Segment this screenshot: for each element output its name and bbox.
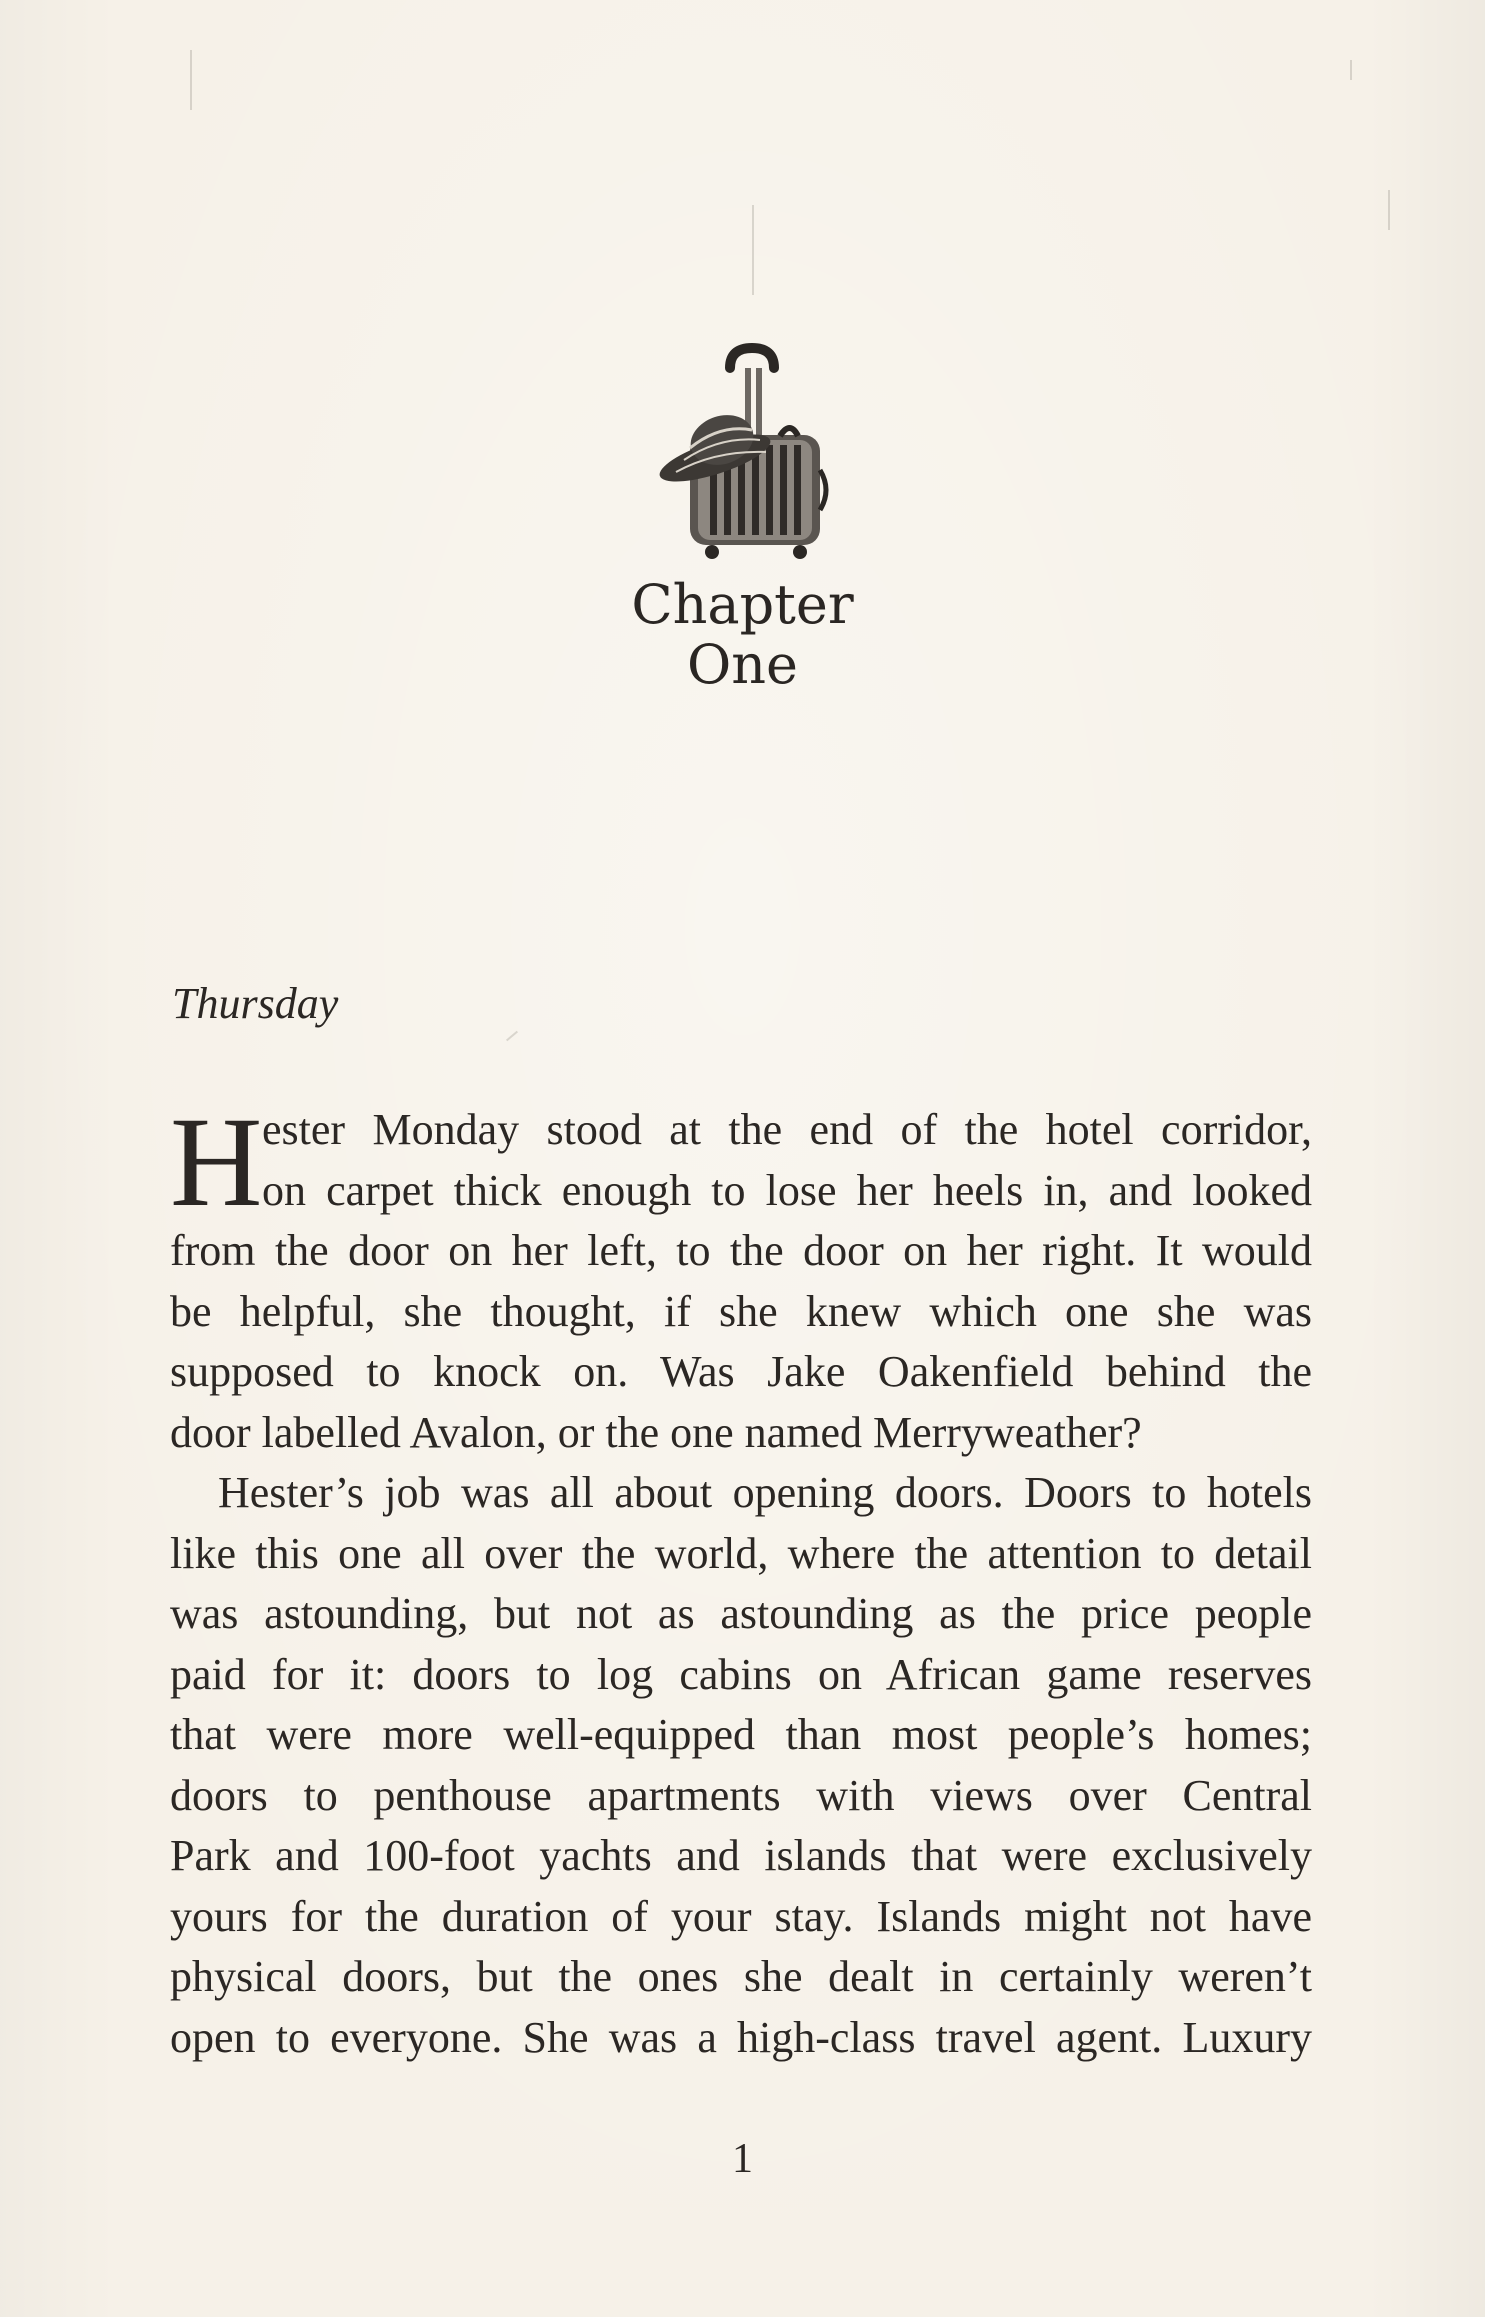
- body-text: [170, 1091, 1312, 2068]
- chapter-title-line1: Chapter: [631, 573, 854, 636]
- scan-mark: [1350, 60, 1352, 80]
- text-line: Park and 100-foot yachts and islands that were exclusively: [170, 1831, 1312, 1880]
- text-line: door labelled Avalon, or the one named Merryweather?: [170, 1407, 1142, 1457]
- scan-mark: [752, 205, 754, 295]
- chapter-title: [0, 575, 1485, 695]
- scan-mark: [1388, 190, 1390, 230]
- suitcase-with-hat-icon: [640, 340, 840, 570]
- text-line: doors to penthouse apartments with views over Central: [170, 1770, 1312, 1820]
- text-line: was astounding, but not as astounding as the price people: [170, 1589, 1312, 1638]
- text-line: from the door on her left, to the door on her right. It would: [170, 1226, 1312, 1275]
- text-line: on carpet thick enough to lose her heels in, and looked: [262, 1165, 1312, 1215]
- text-line: Hester’s job was all about opening doors. Doors to hotels: [218, 1468, 1312, 1517]
- drop-cap: H: [170, 1091, 263, 1233]
- text-line: physical doors, but the ones she dealt in certainly weren’t: [170, 1952, 1312, 2001]
- text-line: ester Monday stood at the end of the hotel corridor,: [262, 1105, 1312, 1154]
- scan-mark: [506, 1031, 518, 1042]
- chapter-title-line2: One: [686, 633, 798, 696]
- text-line: that were more well-equipped than most people’s homes;: [170, 1710, 1312, 1759]
- text-line: paid for it: doors to log cabins on African game reserves: [170, 1649, 1312, 1699]
- text-line: like this one all over the world, where the attention to detail: [170, 1528, 1312, 1578]
- text-line: supposed to knock on. Was Jake Oakenfield behind the: [170, 1347, 1312, 1396]
- page-number: 1: [732, 2136, 753, 2182]
- day-heading: Thursday: [172, 979, 339, 1028]
- text-line: open to everyone. She was a high-class travel agent. Luxury: [170, 2012, 1312, 2062]
- text-line: be helpful, she thought, if she knew which one she was: [170, 1286, 1312, 1336]
- text-line: yours for the duration of your stay. Islands might not have: [170, 1891, 1312, 1941]
- scan-mark: [190, 50, 192, 110]
